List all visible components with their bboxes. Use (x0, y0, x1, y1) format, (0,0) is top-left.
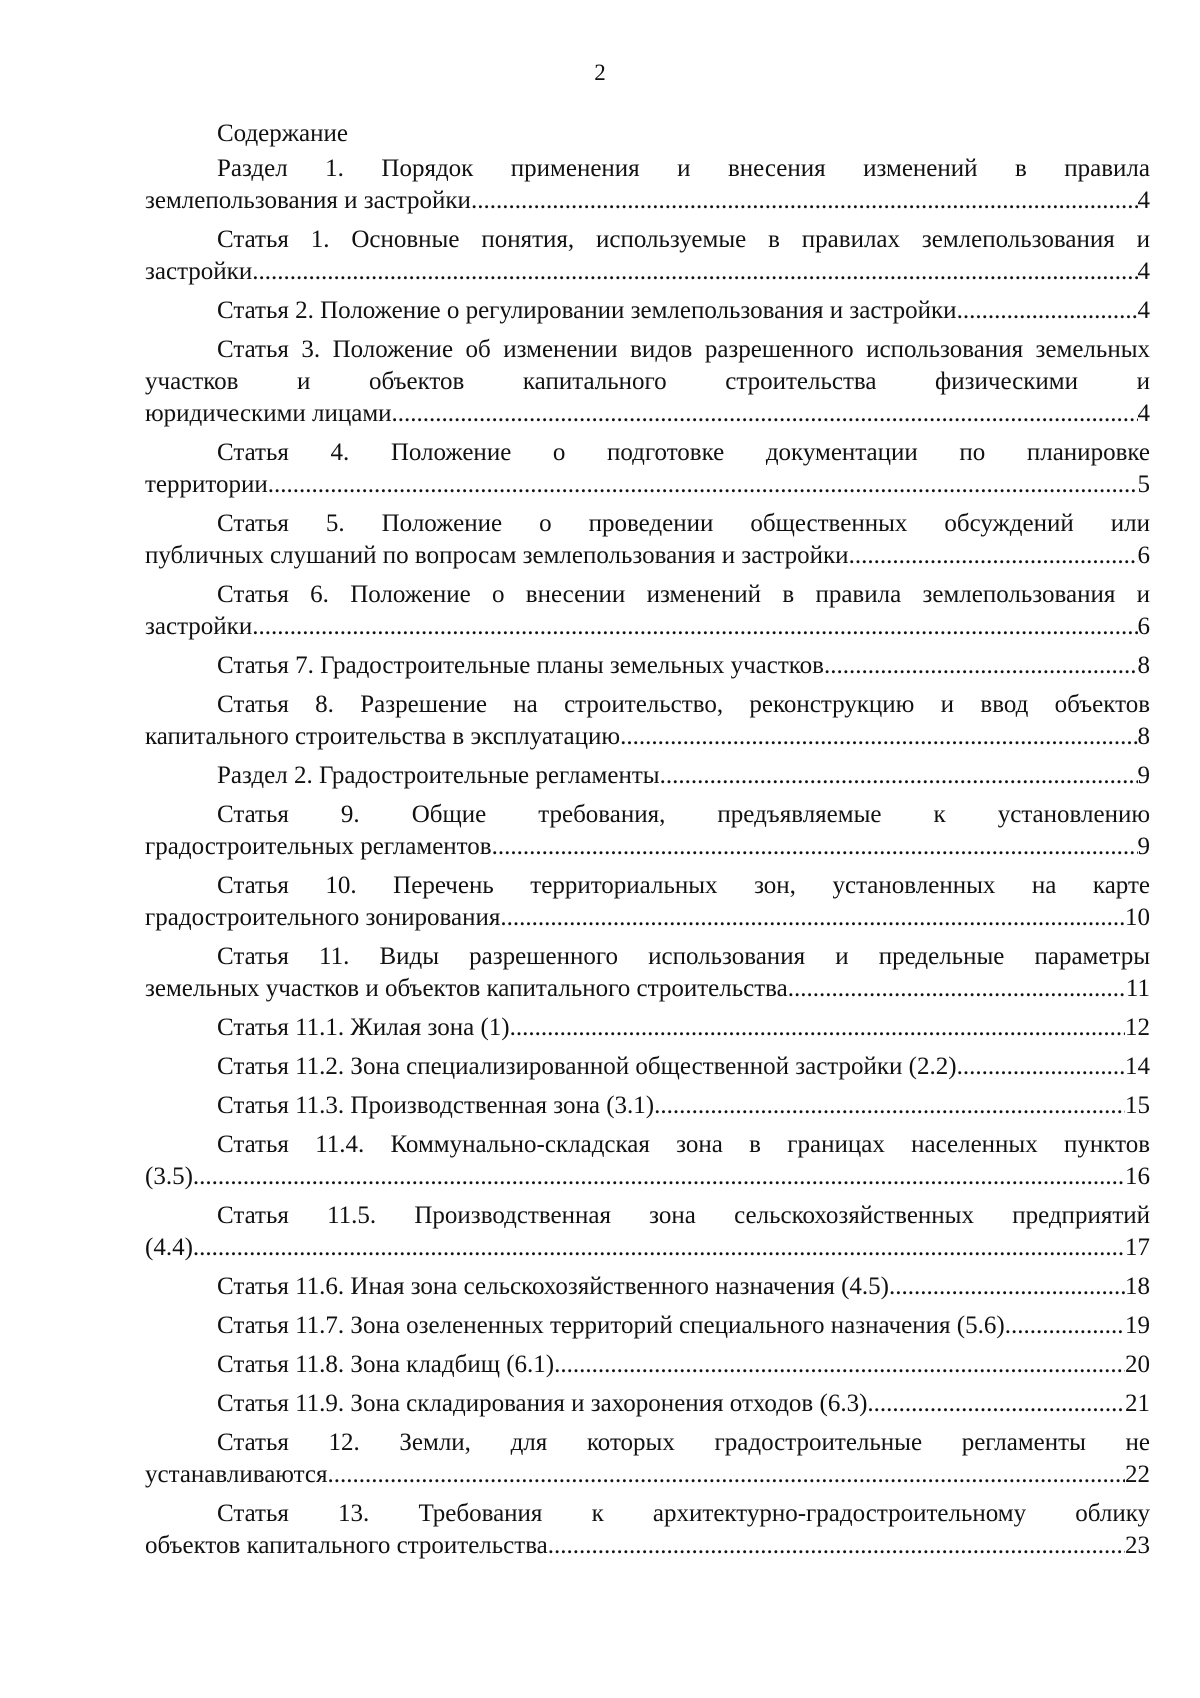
toc-entry-line (145, 650, 1150, 682)
toc-page-number: 8 (1137, 723, 1150, 750)
toc-entry-line (145, 540, 1150, 572)
toc-entry-heading: Статья 13. Требования к архитектурно-градостроительному облику (217, 1500, 1150, 1527)
toc-entry-line (145, 1530, 1150, 1562)
dot-leader (554, 1349, 1125, 1381)
toc-entry-line (145, 1232, 1150, 1264)
toc-entry[interactable] (145, 1200, 1150, 1264)
toc-entry-text: капитального строительства в эксплуатацию (145, 723, 621, 750)
toc-entry-text: градостроительного зонирования (145, 904, 501, 931)
toc-entry[interactable] (145, 1388, 1150, 1420)
toc-entry-heading: Статья 5. Положение о проведении общественных обсуждений или (217, 510, 1150, 537)
dot-leader (471, 185, 1138, 217)
toc-entry-text: Статья 11.3. Производственная зона (3.1) (217, 1092, 655, 1119)
toc-page-number: 12 (1125, 1014, 1150, 1041)
table-of-contents (145, 118, 1150, 1569)
toc-entry[interactable] (145, 689, 1150, 753)
toc-entry-line (145, 398, 1150, 430)
toc-entry-line (145, 831, 1150, 863)
toc-page-number: 5 (1137, 471, 1150, 498)
toc-entry[interactable] (145, 437, 1150, 501)
toc-page-number: 21 (1125, 1390, 1150, 1417)
toc-entry-line (145, 1161, 1150, 1193)
dot-leader (660, 760, 1138, 792)
toc-entry[interactable] (145, 1349, 1150, 1381)
toc-entry-heading: Статья 4. Положение о подготовке документации по планировке (217, 439, 1150, 466)
toc-entry-heading: Статья 10. Перечень территориальных зон, установленных на карте (217, 872, 1150, 899)
toc-page-number: 23 (1125, 1532, 1150, 1559)
toc-entry[interactable] (145, 334, 1150, 430)
toc-entry-heading: Статья 11.4. Коммунально-складская зона в границах населенных пунктов (217, 1131, 1150, 1158)
toc-entry-line (145, 1349, 1150, 1381)
dot-leader (510, 1012, 1125, 1044)
toc-entry-line (145, 721, 1150, 753)
toc-entry-text: застройки (145, 258, 253, 285)
toc-entry-heading: Статья 6. Положение о внесении изменений в правила землепользования и (217, 581, 1150, 608)
toc-entry-line (145, 1459, 1150, 1491)
page-number: 2 (594, 60, 606, 85)
toc-page-number: 4 (1137, 258, 1150, 285)
toc-entry[interactable] (145, 1310, 1150, 1342)
dot-leader (500, 902, 1125, 934)
toc-page-number: 4 (1137, 297, 1150, 324)
toc-entry[interactable] (145, 295, 1150, 327)
toc-entry-text: устанавливаются (145, 1461, 328, 1488)
toc-entry[interactable] (145, 1012, 1150, 1044)
dot-leader (889, 1271, 1125, 1303)
toc-entry-text: Статья 11.2. Зона специализированной общественной застройки (2.2) (217, 1053, 957, 1080)
toc-entry-line (145, 611, 1150, 643)
toc-entry[interactable] (145, 1090, 1150, 1122)
toc-page-number: 8 (1137, 652, 1150, 679)
toc-entry-line (145, 1310, 1150, 1342)
toc-entry[interactable] (145, 1129, 1150, 1193)
dot-leader (327, 1459, 1125, 1491)
dot-leader (548, 1530, 1125, 1562)
toc-entry[interactable] (145, 1271, 1150, 1303)
toc-entry-text: территории (145, 471, 268, 498)
toc-entry[interactable] (145, 153, 1150, 217)
dot-leader (492, 831, 1138, 863)
toc-entry-line (145, 469, 1150, 501)
toc-entry-heading: Раздел 1. Порядок применения и внесения изменений в правила (217, 155, 1150, 182)
toc-page-number: 11 (1125, 975, 1150, 1002)
toc-title: Содержание (217, 120, 348, 147)
toc-entry-text: (4.4) (145, 1234, 193, 1261)
toc-entry[interactable] (145, 579, 1150, 643)
dot-leader (252, 256, 1137, 288)
toc-entry-line (145, 973, 1150, 1005)
toc-entry-line (145, 1012, 1150, 1044)
toc-page-number: 16 (1125, 1163, 1150, 1190)
dot-leader (252, 611, 1137, 643)
toc-page-number: 10 (1125, 904, 1150, 931)
toc-entry[interactable] (145, 760, 1150, 792)
toc-entry-text: Статья 11.6. Иная зона сельскохозяйственного назначения (4.5) (217, 1273, 889, 1300)
toc-entry-text: застройки (145, 613, 253, 640)
toc-entry-heading: Статья 11. Виды разрешенного использования и предельные параметры (217, 943, 1150, 970)
toc-entry-text: Статья 11.8. Зона кладбищ (6.1) (217, 1351, 555, 1378)
toc-entry-text: земельных участков и объектов капитального строительства (145, 975, 788, 1002)
toc-entry-line (145, 295, 1150, 327)
dot-leader (620, 721, 1137, 753)
toc-entry-line (145, 1388, 1150, 1420)
toc-page-number: 6 (1137, 613, 1150, 640)
toc-entry-text: публичных слушаний по вопросам землепользования и застройки (145, 542, 849, 569)
toc-entry[interactable] (145, 941, 1150, 1005)
dot-leader (268, 469, 1138, 501)
toc-page-number: 14 (1125, 1053, 1150, 1080)
dot-leader (654, 1090, 1125, 1122)
toc-entry-text: объектов капитального строительства (145, 1532, 548, 1559)
toc-entry-text: Раздел 2. Градостроительные регламенты (217, 762, 660, 789)
toc-entry-text: градостроительных регламентов (145, 833, 492, 860)
toc-entry-heading: Статья 3. Положение об изменении видов разрешенного использования земельных участков и объектов капитального строительства физическими и (145, 336, 1150, 395)
toc-page-number: 20 (1125, 1351, 1150, 1378)
dot-leader (957, 1051, 1125, 1083)
toc-entry[interactable] (145, 650, 1150, 682)
toc-entry-heading: Статья 8. Разрешение на строительство, реконструкцию и ввод объектов (217, 691, 1150, 718)
toc-page-number: 4 (1137, 400, 1150, 427)
dot-leader (849, 540, 1138, 572)
toc-page-number: 9 (1137, 762, 1150, 789)
toc-page-number: 18 (1125, 1273, 1150, 1300)
toc-entry-text: Статья 2. Положение о регулировании землепользования и застройки (217, 297, 957, 324)
toc-entry-heading: Статья 11.5. Производственная зона сельскохозяйственных предприятий (217, 1202, 1150, 1229)
toc-entry-heading: Статья 12. Земли, для которых градостроительные регламенты не (217, 1429, 1150, 1456)
toc-entry-text: землепользования и застройки (145, 187, 471, 214)
dot-leader (1005, 1310, 1125, 1342)
toc-entry[interactable] (145, 1051, 1150, 1083)
dot-leader (957, 295, 1138, 327)
dot-leader (824, 650, 1138, 682)
toc-entry-text: Статья 7. Градостроительные планы земельных участков (217, 652, 824, 679)
toc-entry-line (145, 185, 1150, 217)
toc-page-number: 19 (1125, 1312, 1150, 1339)
toc-entry-heading: Статья 1. Основные понятия, используемые в правилах землепользования и (217, 226, 1150, 253)
toc-entry-line (145, 1271, 1150, 1303)
toc-entry[interactable] (145, 508, 1150, 572)
toc-entry[interactable] (145, 1427, 1150, 1491)
toc-entry-text: Статья 11.1. Жилая зона (1) (217, 1014, 510, 1041)
dot-leader (193, 1161, 1125, 1193)
toc-page-number: 22 (1125, 1461, 1150, 1488)
toc-entry-line (145, 1051, 1150, 1083)
toc-list (145, 153, 1150, 1562)
dot-leader (867, 1388, 1125, 1420)
toc-entry-text: Статья 11.7. Зона озелененных территорий специального назначения (5.6) (217, 1312, 1005, 1339)
toc-page-number: 15 (1125, 1092, 1150, 1119)
toc-page-number: 17 (1125, 1234, 1150, 1261)
dot-leader (193, 1232, 1125, 1264)
toc-entry[interactable] (145, 870, 1150, 934)
toc-entry[interactable] (145, 1498, 1150, 1562)
toc-page-number: 9 (1137, 833, 1150, 860)
toc-entry[interactable] (145, 224, 1150, 288)
dot-leader (392, 398, 1138, 430)
toc-entry-text: (3.5) (145, 1163, 193, 1190)
toc-entry[interactable] (145, 799, 1150, 863)
toc-entry-line (145, 1090, 1150, 1122)
toc-entry-line (145, 256, 1150, 288)
toc-entry-text: Статья 11.9. Зона складирования и захоронения отходов (6.3) (217, 1390, 868, 1417)
toc-page-number: 4 (1137, 187, 1150, 214)
toc-entry-line (145, 902, 1150, 934)
toc-entry-text: юридическими лицами (145, 400, 392, 427)
toc-entry-heading: Статья 9. Общие требования, предъявляемые к установлению (217, 801, 1150, 828)
dot-leader (788, 973, 1126, 1005)
toc-entry-line (145, 760, 1150, 792)
toc-page-number: 6 (1137, 542, 1150, 569)
